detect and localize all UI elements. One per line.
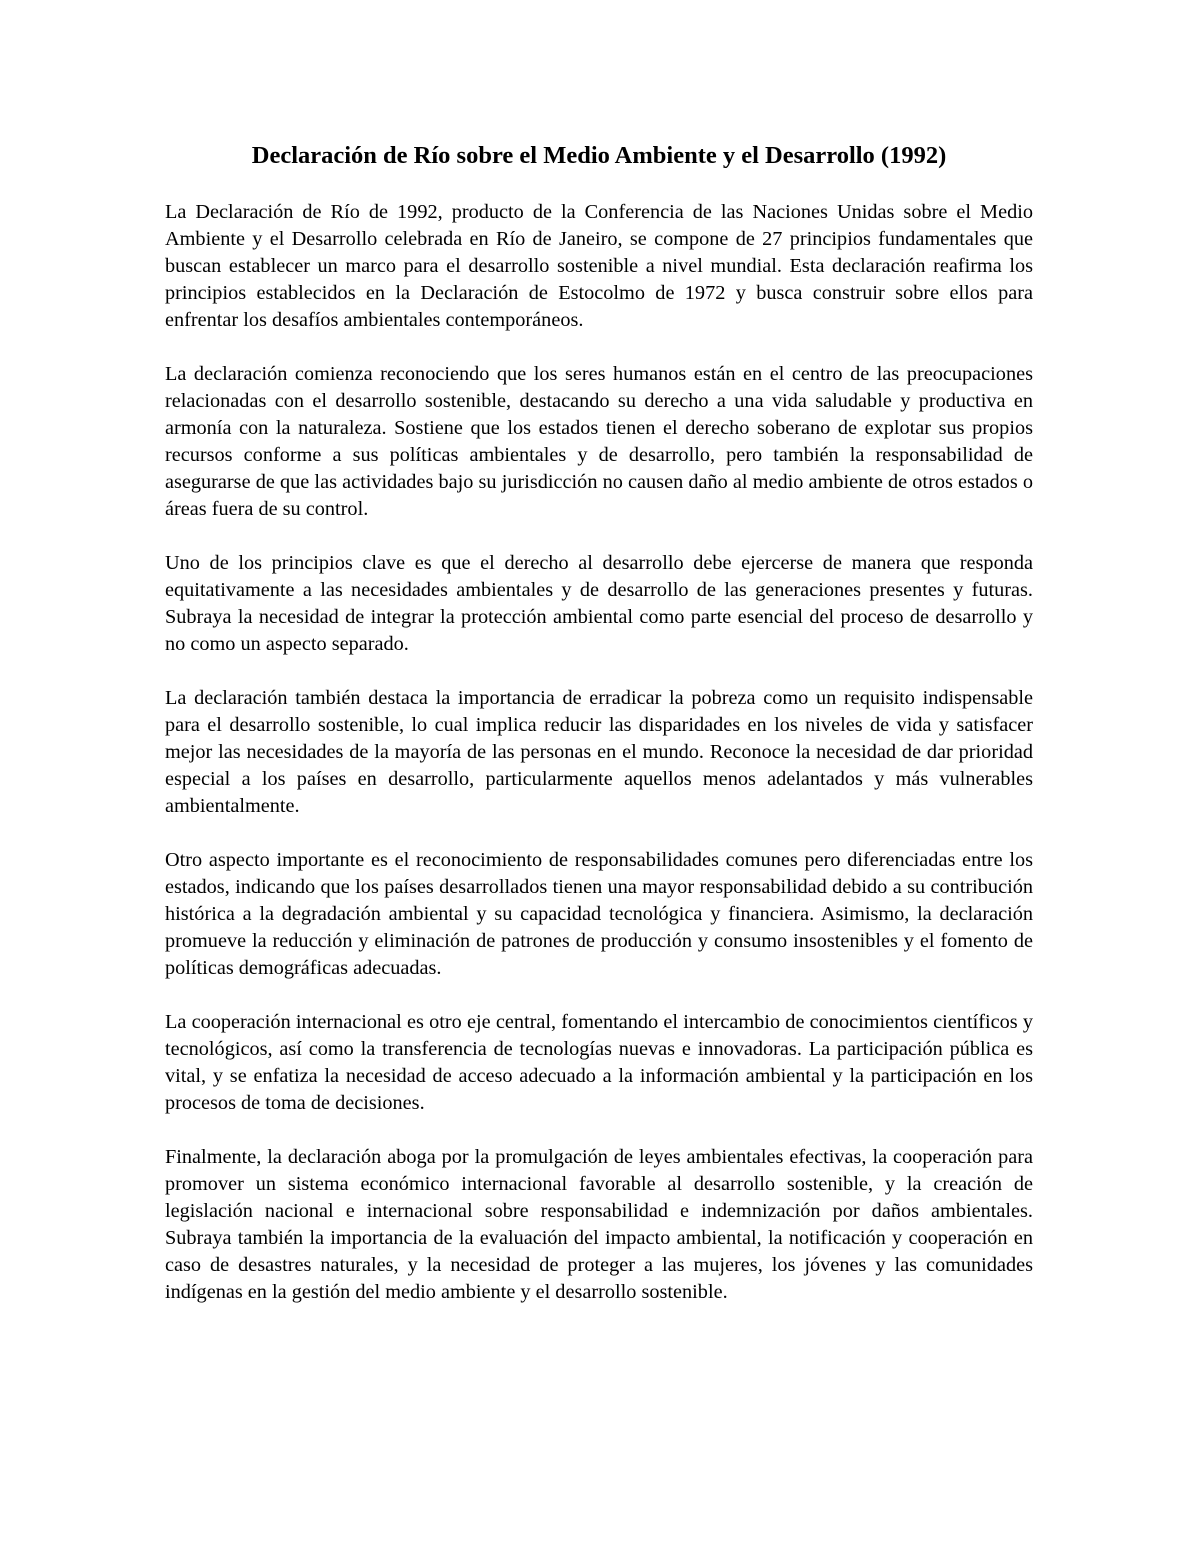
paragraph-human-centered: La declaración comienza reconociendo que los seres humanos están en el centro de las preocupaciones relacionadas con el desarrollo sostenible, destacando su derecho a una vida saludable y productiva en armonía con la naturaleza. Sostiene que los estados tienen el derecho soberano de explotar sus propios recursos conforme a sus políticas ambientales y de desarrollo, pero también la responsabilidad de asegurarse de que las actividades bajo su jurisdicción no causen daño al medio ambiente de otros estados o áreas fuera de su control. [165, 363, 1033, 520]
paragraph-right-to-development: Uno de los principios clave es que el derecho al desarrollo debe ejercerse de manera que responda equitativamente a las necesidades ambientales y de desarrollo de las generaciones presentes y futuras. Subraya la necesidad de integrar la protección ambiental como parte esencial del proceso de desarrollo y no como un aspecto separado. [165, 552, 1033, 655]
paragraph-poverty-eradication: La declaración también destaca la importancia de erradicar la pobreza como un requisito indispensable para el desarrollo sostenible, lo cual implica reducir las disparidades en los niveles de vida y satisfacer mejor las necesidades de la mayoría de las personas en el mundo. Reconoce la necesidad de dar prioridad especial a los países en desarrollo, particularmente aquellos menos adelantados y más vulnerables ambientalmente. [165, 687, 1033, 817]
paragraph-introduction: La Declaración de Río de 1992, producto de la Conferencia de las Naciones Unidas sobre el Medio Ambiente y el Desarrollo celebrada en Río de Janeiro, se compone de 27 principios fundamentales que buscan establecer un marco para el desarrollo sostenible a nivel mundial. Esta declaración reafirma los principios establecidos en la Declaración de Estocolmo de 1972 y busca construir sobre ellos para enfrentar los desafíos ambientales contemporáneos. [165, 201, 1033, 331]
paragraph-international-cooperation: La cooperación internacional es otro eje central, fomentando el intercambio de conocimientos científicos y tecnológicos, así como la transferencia de tecnologías nuevas e innovadoras. La participación pública es vital, y se enfatiza la necesidad de acceso adecuado a la información ambiental y la participación en los procesos de toma de decisiones. [165, 1011, 1033, 1114]
paragraph-conclusion: Finalmente, la declaración aboga por la promulgación de leyes ambientales efectivas, la cooperación para promover un sistema económico internacional favorable al desarrollo sostenible, y la creación de legislación nacional e internacional sobre responsabilidad e indemnización por daños ambientales. Subraya también la importancia de la evaluación del impacto ambiental, la notificación y cooperación en caso de desastres naturales, y la necesidad de proteger a las mujeres, los jóvenes y las comunidades indígenas en la gestión del medio ambiente y el desarrollo sostenible. [165, 1146, 1033, 1303]
document-title: Declaración de Río sobre el Medio Ambiente y el Desarrollo (1992) [251, 142, 947, 169]
paragraph-common-responsibilities: Otro aspecto importante es el reconocimiento de responsabilidades comunes pero diferenciadas entre los estados, indicando que los países desarrollados tienen una mayor responsabilidad debido a su contribución histórica a la degradación ambiental y su capacidad tecnológica y financiera. Asimismo, la declaración promueve la reducción y eliminación de patrones de producción y consumo insostenibles y el fomento de políticas demográficas adecuadas. [165, 849, 1033, 979]
document-body [165, 199, 1033, 1306]
